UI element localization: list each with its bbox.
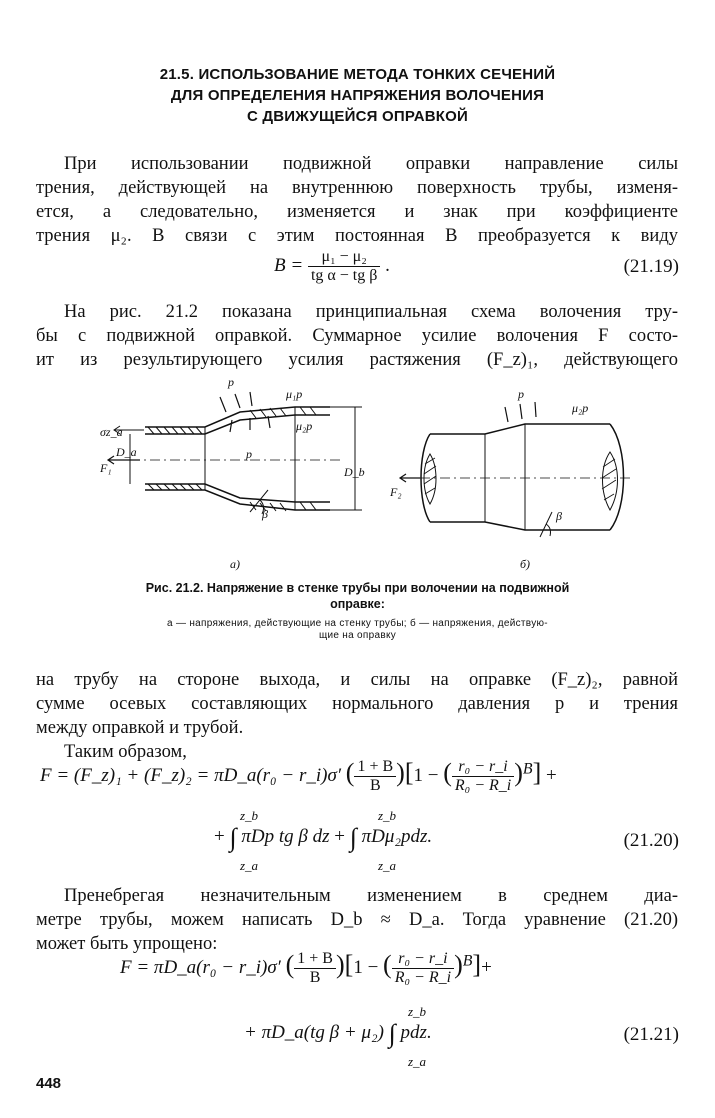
text-line: между оправкой и трубой. — [36, 718, 244, 738]
integral-lower-limit: z_a — [408, 1054, 427, 1069]
label-p-top-b: p — [518, 387, 524, 401]
eq-numerator: μ₁ − μ₂ — [308, 248, 380, 267]
eq-denominator: tg α − tg β — [310, 267, 378, 284]
label-a: а) — [230, 557, 240, 571]
label-Db: D_b — [344, 465, 365, 479]
label-sigma: σz_a — [100, 425, 123, 439]
eq-line: F = πD_a(r₀ − r_i)σ′ — [120, 957, 281, 978]
eq-denominator: B — [309, 969, 321, 987]
label-mu2p-b: μ₂p — [572, 401, 589, 415]
text-line: При использовании подвижной оправки направление силы — [64, 154, 678, 174]
label-F2: F₂ — [390, 485, 402, 499]
label-beta-b: β — [556, 509, 562, 523]
equation-number: (21.21) — [623, 1024, 679, 1045]
text-line: Таким образом, — [64, 742, 187, 762]
eq-term: pdz. — [400, 1022, 432, 1043]
eq-term: + πD_a(tg β + μ₂) — [244, 1022, 384, 1043]
equation-number: (21.20) — [623, 830, 679, 851]
eq-line: F = (F_z)₁ + (F_z)₂ = πD_a(r₀ − r_i)σ′ — [40, 765, 342, 786]
eq-fraction — [294, 950, 336, 987]
eq-denominator: R₀ − R_i — [394, 969, 452, 987]
eq-numerator: r₀ − r_i — [392, 950, 454, 969]
eq-exponent: B — [462, 952, 473, 970]
integral-upper-limit: z_b — [240, 808, 259, 823]
heading-line-1: 21.5. ИСПОЛЬЗОВАНИЕ МЕТОДА ТОНКИХ СЕЧЕНИЙ — [159, 66, 556, 83]
equation-21-21-line-2 — [244, 1018, 432, 1048]
figure-21-2 — [100, 372, 660, 572]
caption-sub-1: а — напряжения, действующие на стенку трубы; б — напряжения, действую- — [167, 618, 548, 629]
eq-fraction — [392, 950, 454, 987]
text-line: метре трубы, можем написать D_b ≈ D_a. Тогда уравнение (21.20) — [36, 910, 678, 930]
eq-lhs: B = — [274, 254, 304, 276]
integral-sign: ∫ — [229, 822, 237, 852]
label-p-inner: p — [246, 447, 252, 461]
label-p-top: p — [228, 375, 234, 389]
diagram-b — [400, 402, 630, 537]
eq-fraction — [354, 758, 396, 795]
integral-lower-limit: z_a — [240, 858, 259, 873]
caption-title-2: оправке: — [330, 597, 385, 611]
eq-fraction — [452, 758, 514, 795]
label-F1: F₁ — [100, 461, 112, 475]
figure-caption — [60, 580, 655, 642]
heading-line-2: ДЛЯ ОПРЕДЕЛЕНИЯ НАПРЯЖЕНИЯ ВОЛОЧЕНИЯ — [170, 87, 545, 104]
equation-21-20-line-2: + ∫ πDp tg β dz + ∫ πDμ₂pdz. — [214, 822, 433, 852]
label-beta-a: β — [262, 507, 268, 521]
label-b: б) — [520, 557, 531, 571]
text-line: Пренебрегая незначительным изменением в среднем диа- — [64, 886, 678, 906]
equation-21-19 — [274, 248, 390, 285]
section-heading — [60, 64, 655, 127]
text-line: ит из результирующего усилия растяжения (F_z)₁, действующего — [36, 350, 678, 370]
diagram-a-labels — [100, 375, 365, 571]
integral-sign: ∫ — [388, 1018, 396, 1048]
eq-denominator: B — [369, 777, 381, 795]
paragraph-3 — [36, 668, 678, 740]
eq-exponent: B — [522, 760, 533, 778]
integral-upper-limit: z_b — [378, 808, 397, 823]
text-line: сумме осевых составляющих нормального давления p и трения — [36, 694, 678, 714]
diagram-a — [108, 392, 362, 514]
eq-term: πDp tg β dz — [241, 826, 330, 847]
label-Da: D_a — [116, 445, 137, 459]
eq-numerator: 1 + B — [294, 950, 336, 969]
caption-sub-2: щие на оправку — [318, 630, 397, 641]
text-line: ется, а следовательно, изменяется и знак при коэффициенте — [36, 202, 678, 222]
paragraph-1 — [36, 152, 678, 248]
text-line: бы с подвижной оправкой. Суммарное усилие волочения F состо- — [36, 326, 678, 346]
text-line: На рис. 21.2 показана принципиальная схема волочения тру- — [64, 302, 678, 322]
integral-sign: ∫ — [349, 822, 357, 852]
diagram-b-labels — [389, 387, 588, 571]
equation-21-21-line-1: F = πD_a(r₀ − r_i)σ′ ( $\frac{1 + B}{B}$ )[1 − ( $\frac{\text{r₀ − r\_i}}{\text{R₀ − R\_i}}$ )$^B$]+ — [120, 950, 492, 987]
eq-numerator: 1 + B — [354, 758, 396, 777]
paragraph-5 — [36, 884, 678, 956]
eq-tail: . — [385, 254, 390, 276]
eq-term: πDμ₂pdz. — [361, 826, 433, 847]
equation-21-20-line-1: F = (F_z)₁ + (F_z)₂ = πD_a(r₀ − r_i)σ′ ( $\frac{1 + B}{B}$ )[1 − ( $\frac{\text{r₀ − r\_i}}{\text{R₀ − R\_i}}$ )$^B$] + — [40, 758, 557, 795]
integral-upper-limit: z_b — [408, 1004, 427, 1019]
text-line: на трубу на стороне выхода, и силы на оправке (F_z)₂, равной — [36, 670, 678, 690]
text-line: трения, действующей на внутреннюю поверхность трубы, изменя- — [36, 178, 678, 198]
eq-fraction — [308, 248, 380, 285]
text-line: может быть упрощено: — [36, 934, 218, 954]
integral-lower-limit: z_a — [378, 858, 397, 873]
equation-number: (21.19) — [623, 256, 679, 277]
caption-title-1: Рис. 21.2. Напряжение в стенке трубы при волочении на подвижной — [145, 581, 570, 595]
page-number: 448 — [36, 1075, 62, 1092]
paragraph-2 — [36, 300, 678, 372]
eq-denominator: R₀ − R_i — [454, 777, 512, 795]
label-mu1p: μ₁p — [286, 387, 303, 401]
heading-line-3: С ДВИЖУЩЕЙСЯ ОПРАВКОЙ — [246, 108, 469, 125]
eq-numerator: r₀ − r_i — [452, 758, 514, 777]
text-line: трения μ₂. В связи с этим постоянная B преобразуется к виду — [36, 226, 678, 246]
label-mu2p: μ₂p — [296, 419, 313, 433]
